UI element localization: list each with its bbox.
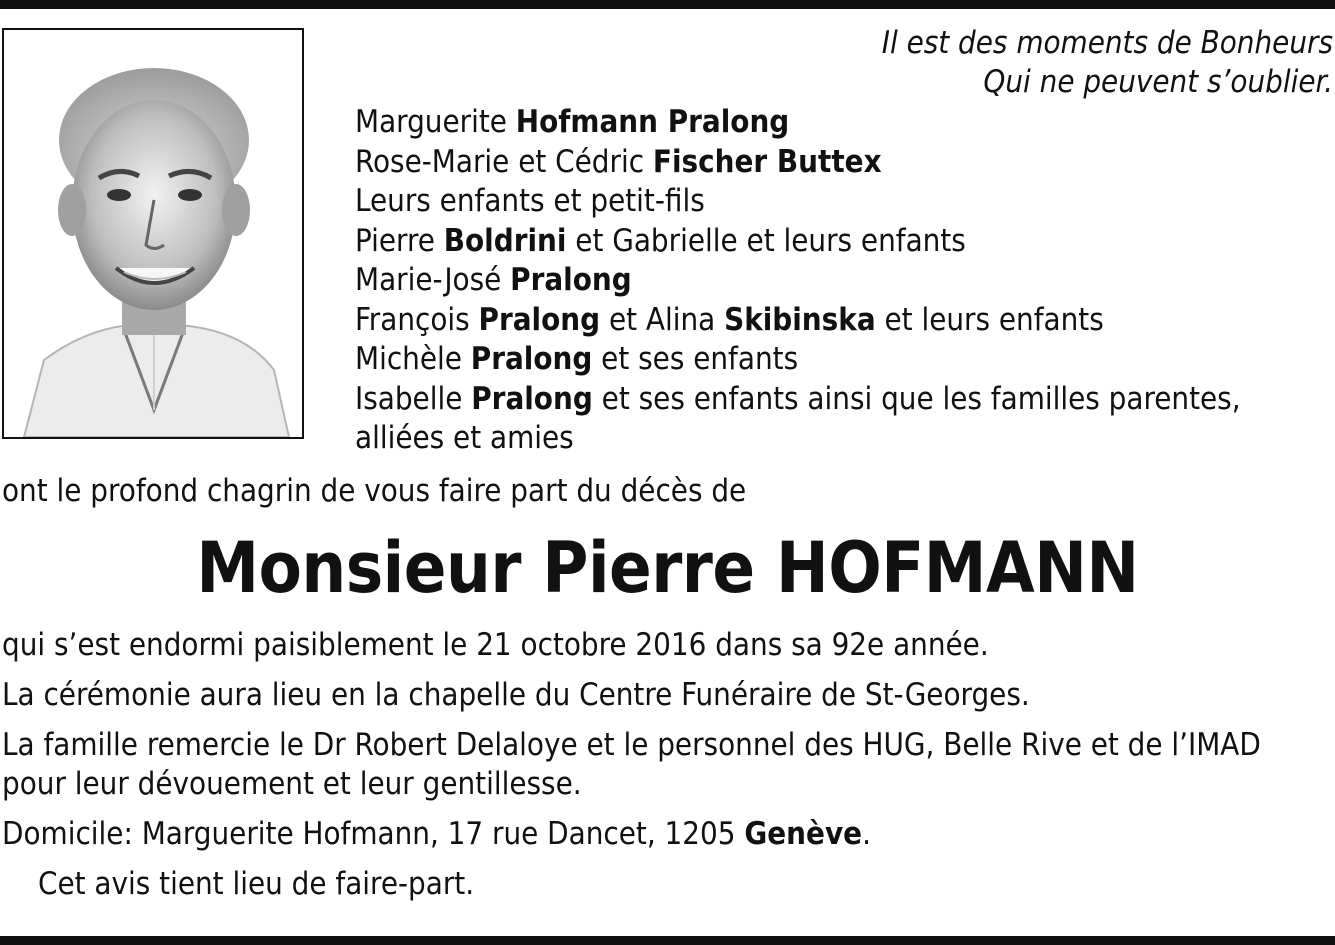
family-text: et ses enfants <box>592 341 799 377</box>
epigraph-line: Il est des moments de Bonheurs <box>881 25 1333 61</box>
epigraph-line: Qui ne peuvent s’oublier. <box>983 64 1333 100</box>
family-line <box>355 419 1335 459</box>
thanks-line-2: pour leur dévouement et leur gentillesse. <box>2 766 582 802</box>
family-text: et Alina <box>600 301 725 338</box>
family-line <box>355 380 1335 420</box>
family-line <box>355 103 1335 143</box>
family-surname: Boldrini <box>443 222 567 259</box>
family-text: Marguerite <box>355 104 516 140</box>
domicile-city: Genève <box>744 816 863 852</box>
family-text: et Gabrielle et leurs enfants <box>566 222 966 259</box>
family-text: et leurs enfants <box>875 301 1104 338</box>
family-text: Leurs enfants et petit-fils <box>355 183 705 219</box>
deceased-name: Monsieur Pierre HOFMANN <box>196 527 1139 609</box>
family-line <box>355 261 1335 301</box>
family-surname: Hofmann Pralong <box>515 104 790 140</box>
family-surname: Fischer Buttex <box>652 143 882 180</box>
passing-text: qui s’est endormi paisiblement le 21 octobre 2016 dans sa 92e année. <box>2 627 989 663</box>
notice-text: Cet avis tient lieu de faire-part. <box>38 866 475 902</box>
epigraph <box>882 24 1333 102</box>
family-line <box>355 222 1335 262</box>
bottom-rule <box>0 936 1335 945</box>
domicile-period: . <box>862 816 871 852</box>
thanks-line-1: La famille remercie le Dr Robert Delaloye et le personnel des HUG, Belle Rive et de l’IMAD <box>2 727 1261 763</box>
family-surname: Skibinska <box>724 301 876 338</box>
family-text: Pierre <box>355 222 444 259</box>
family-text: Isabelle <box>355 380 472 417</box>
portrait-photo <box>2 28 304 439</box>
top-rule <box>0 0 1335 9</box>
family-text: et ses enfants ainsi que les familles parentes, <box>592 380 1241 417</box>
announcement-intro: ont le profond chagrin de vous faire part du décès de <box>2 473 747 509</box>
family-list <box>355 103 1335 459</box>
family-text: François <box>355 301 479 338</box>
ceremony-text: La cérémonie aura lieu en la chapelle du Centre Funéraire de St-Georges. <box>2 677 1030 713</box>
family-line <box>355 340 1335 380</box>
thanks-text <box>2 726 1335 804</box>
domicile-text <box>2 815 1335 854</box>
family-surname: Pralong <box>510 262 632 298</box>
family-text: Michèle <box>355 341 471 377</box>
family-text: Marie-José <box>355 262 511 298</box>
family-line <box>355 143 1335 183</box>
family-surname: Pralong <box>470 341 593 377</box>
family-surname: Pralong <box>478 301 601 338</box>
announcement-body <box>2 626 1335 915</box>
family-line <box>355 301 1335 341</box>
family-text: alliées et amies <box>355 420 574 456</box>
domicile-address: Domicile: Marguerite Hofmann, 17 rue Dancet, 1205 <box>2 816 745 852</box>
family-surname: Pralong <box>471 380 593 417</box>
family-line <box>355 182 1335 222</box>
family-text: Rose-Marie et Cédric <box>355 143 653 180</box>
